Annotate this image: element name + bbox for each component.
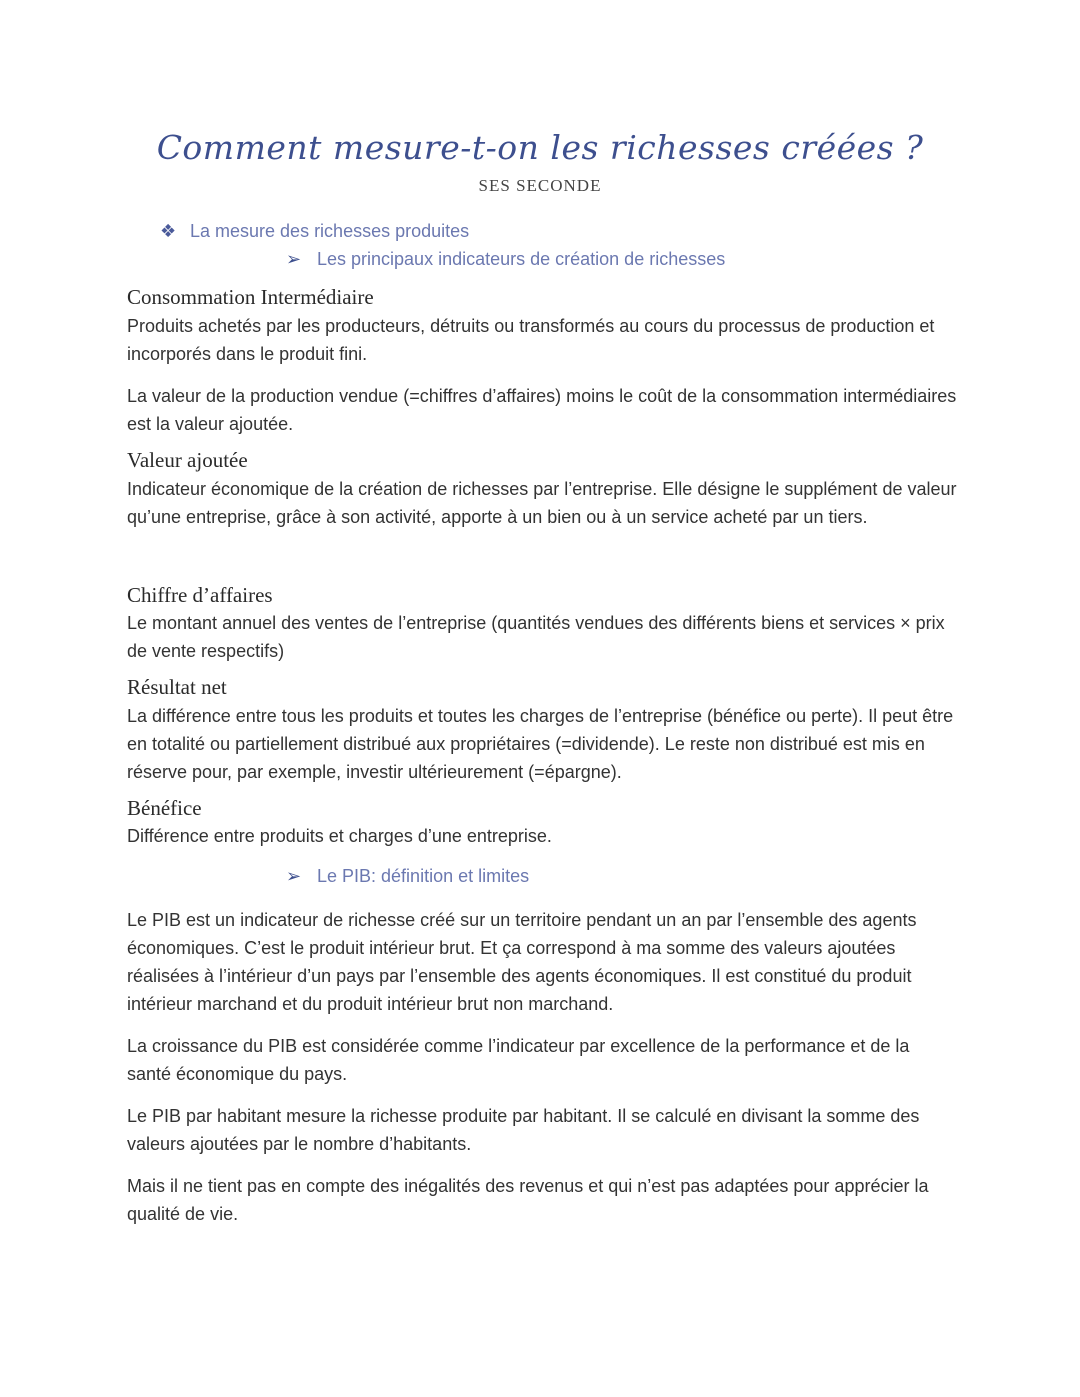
paragraph-pib-definition: Le PIB est un indicateur de richesse créé sur un territoire pendant un an par l’ensemble des agents économiques. C’est le produit intérieur brut. Et ça correspond à ma somme des valeurs ajoutées réalisées à l’intérieur d’un pays par l’ensemble des agents économiques. Il est constitué du produit intérieur marchand et du produit intérieur brut non marchand. <box>127 910 917 1014</box>
definition-consommation-intermediaire: Produits achetés par les producteurs, détruits ou transformés au cours du processus de production et incorporés dans le produit fini. <box>127 316 935 364</box>
paragraph-pib-croissance: La croissance du PIB est considérée comme l’indicateur par excellence de la performance et de la santé économique du pays. <box>127 1036 910 1084</box>
paragraph-valeur-production: La valeur de la production vendue (=chiffres d’affaires) moins le coût de la consommation intermédiaires est la valeur ajoutée. <box>127 386 957 434</box>
term-chiffre-affaires: Chiffre d’affaires <box>127 583 273 607</box>
subsection-heading-label: Les principaux indicateurs de création de richesses <box>317 249 726 269</box>
paragraph-pib-habitant: Le PIB par habitant mesure la richesse produite par habitant. Il se calculé en divisant la somme des valeurs ajoutées par le nombre d’habitants. <box>127 1106 920 1154</box>
diamond-bullet-icon: ❖ <box>160 221 177 241</box>
subsection-heading-pib <box>286 866 529 887</box>
definition-chiffre-affaires: Le montant annuel des ventes de l’entreprise (quantités vendues des différents biens et services × prix de vente respectifs) <box>127 613 945 661</box>
definition-benefice: Différence entre produits et charges d’une entreprise. <box>127 826 552 846</box>
section-heading-mesure <box>160 221 469 242</box>
paragraph-pib-limites: Mais il ne tient pas en compte des inégalités des revenus et qui n’est pas adaptées pour apprécier la qualité de vie. <box>127 1176 929 1224</box>
page-title: Comment mesure-t-on les richesses créées ? <box>156 128 924 167</box>
term-benefice: Bénéfice <box>127 796 202 820</box>
definition-valeur-ajoutee: Indicateur économique de la création de richesses par l’entreprise. Elle désigne le supplément de valeur qu’une entreprise, grâce à son activité, apporte à un bien ou à un service acheté par un tiers. <box>127 479 957 527</box>
term-resultat-net: Résultat net <box>127 675 227 699</box>
subsection-heading-label: Le PIB: définition et limites <box>317 866 530 886</box>
section-heading-label: La mesure des richesses produites <box>190 221 470 241</box>
page-subtitle: SES SECONDE <box>478 176 602 195</box>
arrow-bullet-icon: ➢ <box>286 249 302 269</box>
term-consommation-intermediaire: Consommation Intermédiaire <box>127 285 374 309</box>
definition-resultat-net: La différence entre tous les produits et toutes les charges de l’entreprise (bénéfice ou perte). Il peut être en totalité ou partiellement distribué aux propriétaires (=dividende). Le reste non distribué est mis en réserve pour, par exemple, investir ultérieurement (=épargne). <box>127 706 954 782</box>
term-valeur-ajoutee: Valeur ajoutée <box>127 448 248 472</box>
arrow-bullet-icon: ➢ <box>286 866 302 886</box>
subsection-heading-indicateurs <box>286 249 725 270</box>
